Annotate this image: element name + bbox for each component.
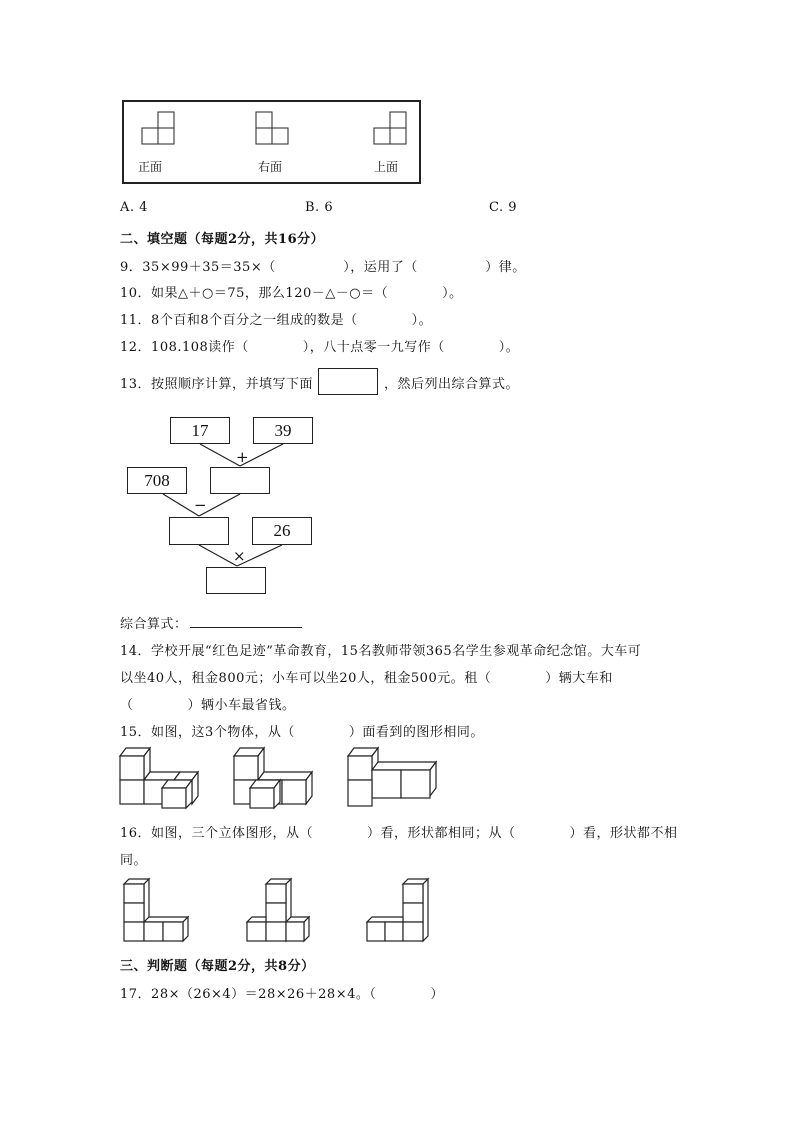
question-16-line2: 同。 (120, 853, 148, 868)
question-17: 17．28×（26×4）＝28×26＋28×4。（ ） (120, 987, 444, 1002)
q16-cube-figure-1 (120, 876, 192, 944)
tree-box-26: 26 (252, 517, 312, 545)
tree-box-sum-blank[interactable] (210, 467, 270, 494)
right-view-label: 右面 (258, 160, 283, 174)
question-10: 10．如果△＋○＝75，那么120－△－○＝（ ）。 (120, 286, 463, 301)
question-14-line2: 以坐40人，租金800元；小车可以坐20人，租金500元。租（ ）辆大车和 (120, 671, 613, 686)
question-14-line3: （ ）辆小车最省钱。 (120, 698, 296, 713)
tree-box-17: 17 (170, 417, 230, 444)
question-16-line1: 16．如图，三个立体图形，从（ ）看，形状都相同；从（ ）看，形状都不相 (120, 826, 678, 841)
option-b: B. 6 (305, 200, 334, 215)
q16-cube-figure-2 (243, 876, 315, 944)
q16-cube-figure-3 (365, 876, 437, 944)
section2-title: 二、填空题（每题2分，共16分） (120, 232, 325, 247)
question-14-line1: 14．学校开展“红色足迹”革命教育，15名教师带领365名学生参观革命纪念馆。大车可 (120, 644, 642, 659)
question-15: 15．如图，这3个物体，从（ ）面看到的图形相同。 (120, 725, 484, 740)
tree-box-39: 39 (253, 417, 313, 444)
question-13-text-before: 13．按照顺序计算，并填写下面 (120, 377, 314, 392)
question-13-text-after: ，然后列出综合算式。 (384, 377, 520, 392)
option-a: A. 4 (120, 200, 148, 215)
times-sign: × (233, 547, 246, 565)
top-view-label: 上面 (374, 160, 399, 174)
q15-cube-figure-1 (118, 746, 204, 810)
q15-cube-figure-2 (232, 746, 318, 810)
plus-sign: + (236, 448, 249, 466)
q15-cube-figure-3 (346, 746, 442, 810)
formula-label: 综合算式： (120, 617, 188, 632)
tree-box-difference-blank[interactable] (169, 517, 229, 545)
tree-box-708: 708 (127, 467, 187, 494)
question-12: 12．108.108读作（ ），八十点零一九写作（ ）。 (120, 340, 520, 355)
front-view-label: 正面 (138, 160, 163, 174)
section3-title: 三、判断题（每题2分，共8分） (120, 959, 315, 974)
minus-sign: − (194, 496, 207, 514)
option-c: C. 9 (489, 200, 518, 215)
question-9: 9．35×99＋35＝35×（ ），运用了（ ）律。 (120, 260, 526, 275)
question-11: 11．8个百和8个百分之一组成的数是（ ）。 (120, 313, 433, 328)
tree-box-product-blank[interactable] (206, 567, 266, 594)
formula-answer-line[interactable] (190, 627, 302, 628)
